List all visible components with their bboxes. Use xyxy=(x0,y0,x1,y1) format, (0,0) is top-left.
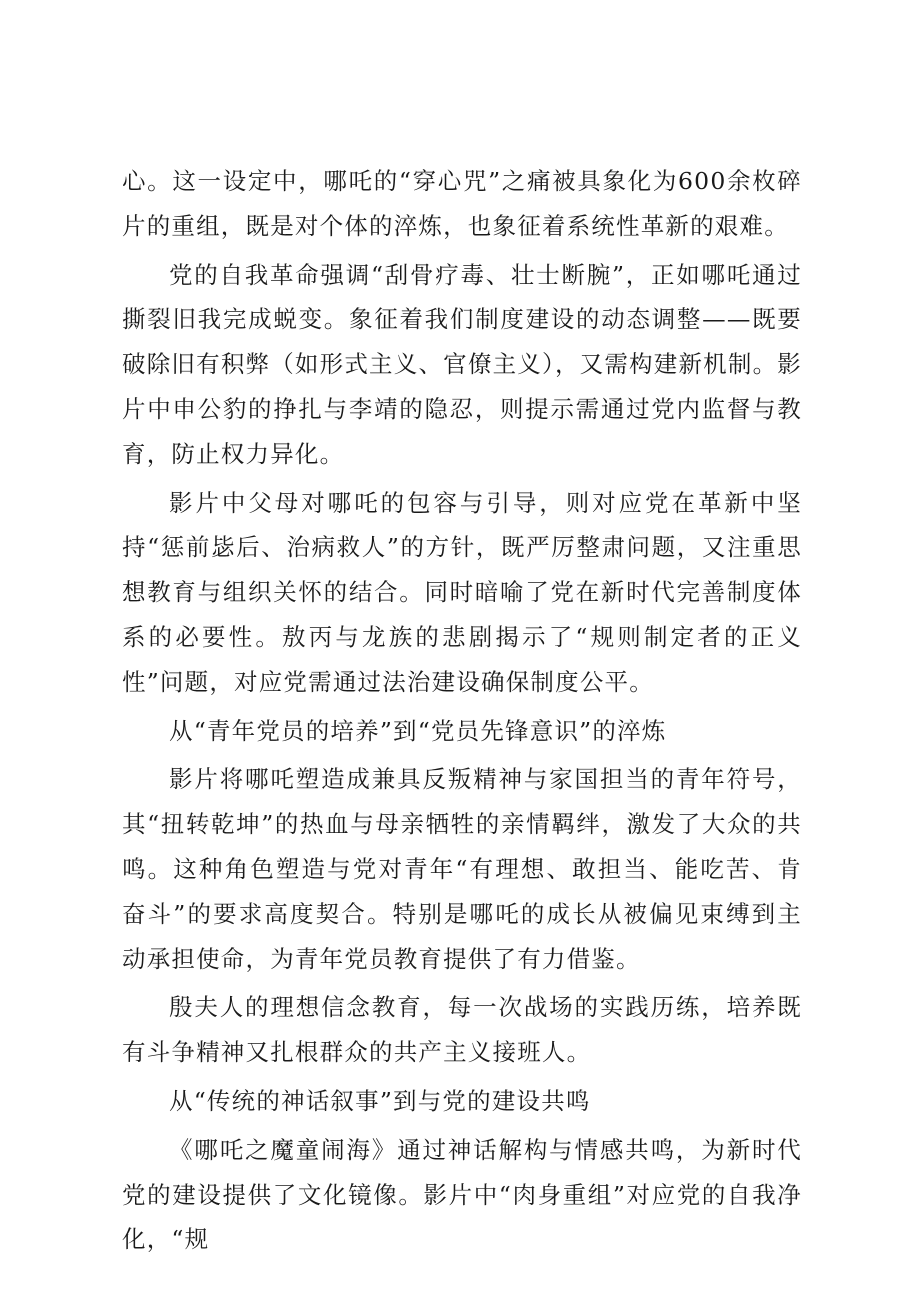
subheading-youth-members: 从“青年党员的培养”到“党员先锋意识”的淬炼 xyxy=(169,716,667,745)
paragraph-self-revolution: 党的自我革命强调“刮骨疗毒、壮士断腕”，正如哪吒通过撕裂旧我完成蜕变。象征着我们制度建设的动态调整——既要破除旧有积弊（如形式主义、官僚主义），又需构建新机制。影片中申公豹的挣扎与李靖的隐忍，则提示需通过党内监督与教育，防止权力异化。 xyxy=(122,260,802,468)
subheading-myth-narrative: 从“传统的神话叙事”到与党的建设共鸣 xyxy=(169,1086,591,1115)
paragraph-cultural-mirror: 《哪吒之魔童闹海》通过神话解构与情感共鸣，为新时代党的建设提供了文化镜像。影片中“肉身重组”对应党的自我净化，“规 xyxy=(122,1135,802,1254)
paragraph-continuation: 心。这一设定中，哪吒的“穿心咒”之痛被具象化为600余枚碎片的重组，既是对个体的淬炼，也象征着系统性革新的艰难。 xyxy=(122,167,802,240)
paragraph-youth-symbol: 影片将哪吒塑造成兼具反叛精神与家国担当的青年符号，其“扭转乾坤”的热血与母亲牺牲的亲情羁绊，激发了大众的共鸣。这种角色塑造与党对青年“有理想、敢担当、能吃苦、肯奋斗”的要求高度契合。特别是哪吒的成长从被偏见束缚到主动承担使命，为青年党员教育提供了有力借鉴。 xyxy=(122,765,802,973)
paragraph-lady-yin: 殷夫人的理想信念教育，每一次战场的实践历练，培养既有斗争精神又扎根群众的共产主义接班人。 xyxy=(122,993,802,1067)
document-body xyxy=(122,159,802,1266)
paragraph-parents-guidance: 影片中父母对哪吒的包容与引导，则对应党在革新中坚持“惩前毖后、治病救人”的方针，既严厉整肃问题，又注重思想教育与组织关怀的结合。同时暗喻了党在新时代完善制度体系的必要性。敖丙与龙族的悲剧揭示了“规则制定者的正义性”问题，对应党需通过法治建设确保制度公平。 xyxy=(122,488,802,696)
